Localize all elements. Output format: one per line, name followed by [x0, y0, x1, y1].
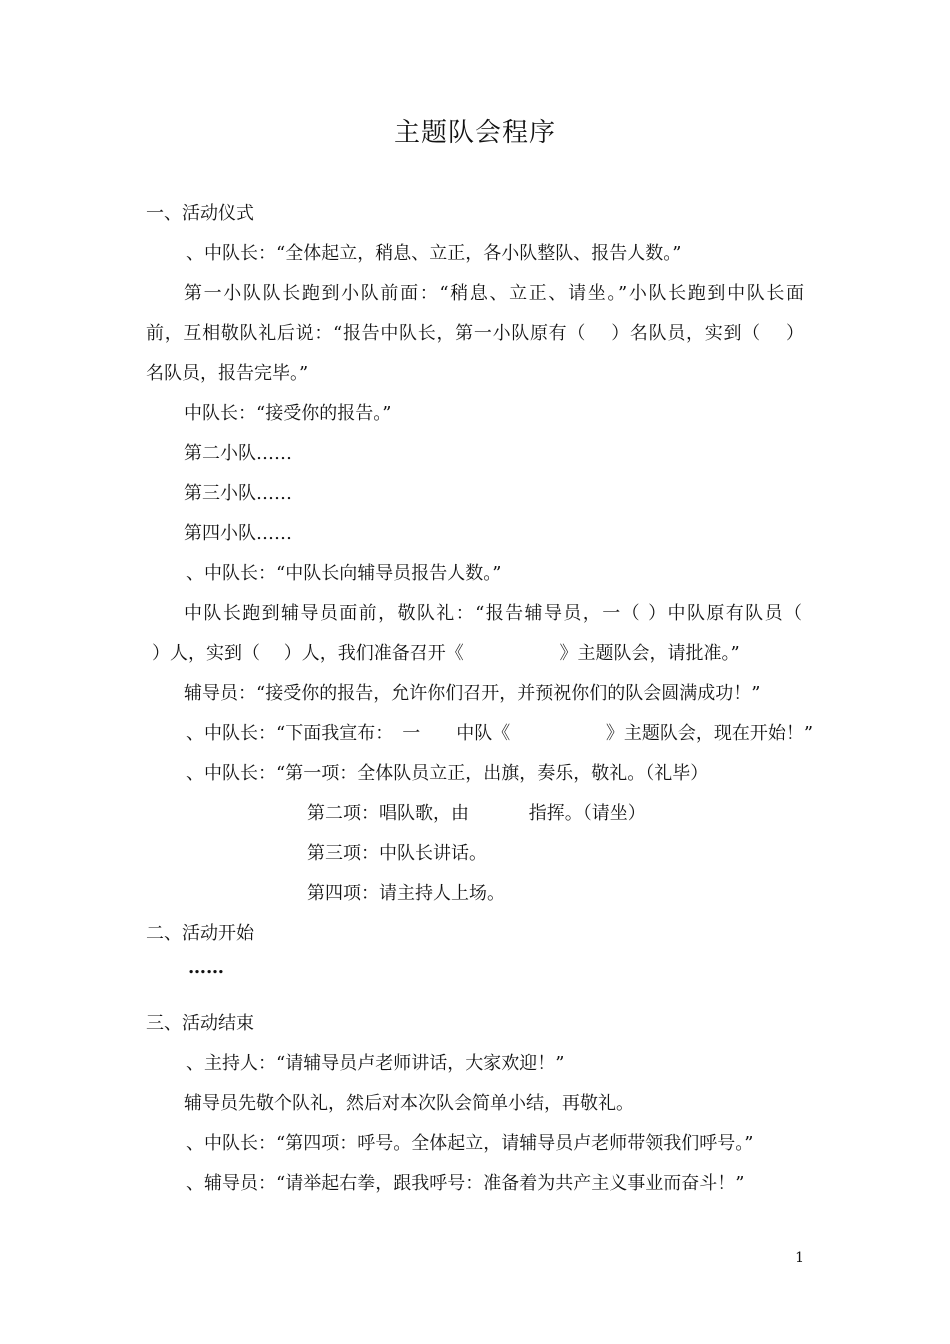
paragraph-line: 、主持人：“请辅导员卢老师讲话，大家欢迎！”	[186, 1053, 565, 1074]
paragraph-line: 中队长跑到辅导员面前，敬队礼：“报告辅导员，一（ ）中队原有队员（	[184, 603, 802, 624]
paragraph-line: 、辅导员：“请举起右拳，跟我呼号：准备着为共产主义事业而奋斗！”	[186, 1173, 745, 1194]
paragraph-line: 第四小队……	[184, 523, 292, 544]
page-title: 主题队会程序	[393, 118, 556, 148]
section-heading-2: 二、活动开始	[146, 923, 254, 944]
paragraph-line: 、中队长：“中队长向辅导员报告人数。”	[186, 563, 502, 584]
paragraph-line: 、中队长：“下面我宣布： 一 中队《 》主题队会，现在开始！”	[186, 723, 814, 744]
page-number: 1	[795, 1250, 804, 1266]
paragraph-line: 第三小队……	[184, 483, 292, 504]
paragraph-line: 中队长：“接受你的报告。”	[184, 403, 392, 424]
paragraph-line: 、中队长：“第一项：全体队员立正，出旗，奏乐，敬礼。（礼毕）	[186, 763, 709, 784]
paragraph-line: 第三项：中队长讲话。	[307, 843, 487, 864]
paragraph-line: 名队员，报告完毕。”	[146, 363, 309, 384]
paragraph-line: 第一小队队长跑到小队前面：“稍息、立正、请坐。”小队长跑到中队长面	[184, 283, 804, 304]
section-heading-1: 一、活动仪式	[146, 203, 254, 224]
paragraph-line: 前，互相敬队礼后说：“报告中队长，第一小队原有（ ）名队员，实到（ ）	[146, 323, 804, 344]
paragraph-line: 第二项：唱队歌，由 指挥。（请坐）	[307, 803, 646, 824]
paragraph-line: 辅导员先敬个队礼，然后对本次队会简单小结，再敬礼。	[184, 1093, 634, 1114]
paragraph-line: 、中队长：“全体起立，稍息、立正，各小队整队、报告人数。”	[186, 243, 682, 264]
paragraph-line: 第二小队……	[184, 443, 292, 464]
paragraph-line: 、中队长：“第四项：呼号。全体起立，请辅导员卢老师带领我们呼号。”	[186, 1133, 754, 1154]
paragraph-line: 第四项：请主持人上场。	[307, 883, 505, 904]
paragraph-line: ）人，实到（ ）人，我们准备召开《 》主题队会，请批准。”	[152, 643, 740, 664]
section-heading-3: 三、活动结束	[146, 1013, 254, 1034]
ellipsis-text: ……	[188, 957, 224, 978]
paragraph-line: 辅导员：“接受你的报告，允许你们召开，并预祝你们的队会圆满成功！”	[184, 683, 761, 704]
